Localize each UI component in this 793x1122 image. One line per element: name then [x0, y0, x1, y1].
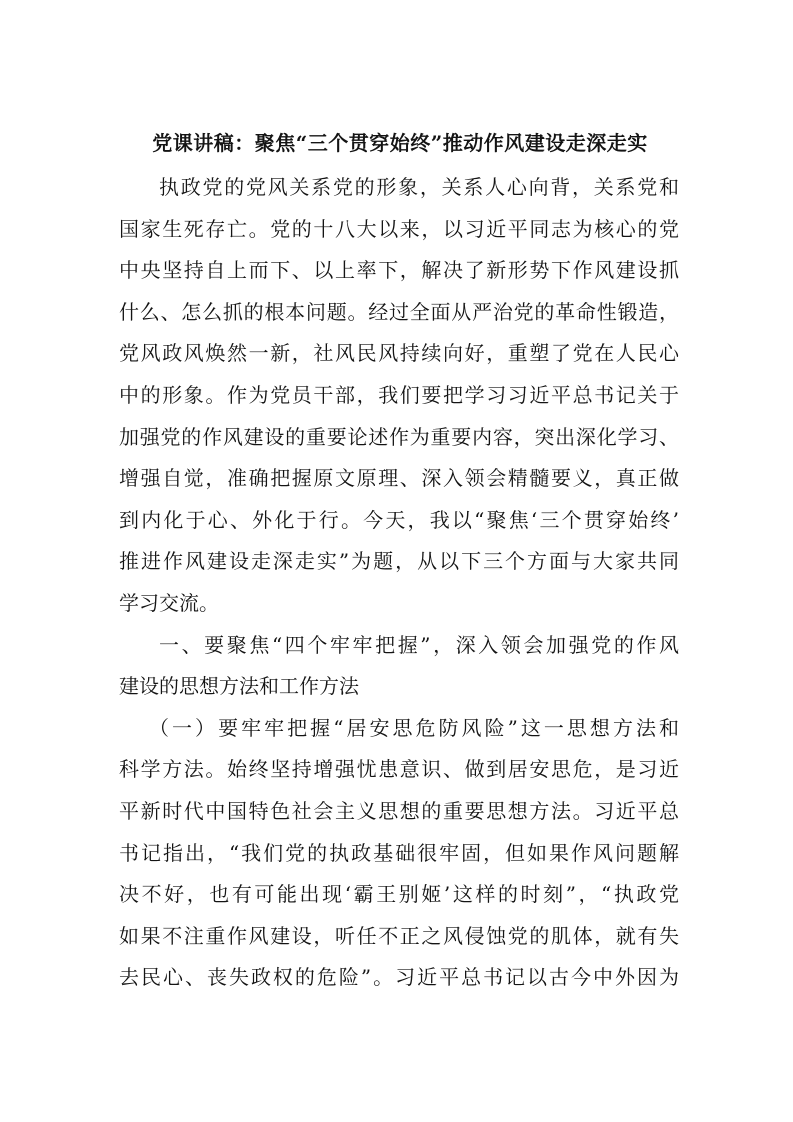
paragraph-line: 中的形象。作为党员干部，我们要把学习习近平总书记关于	[119, 382, 679, 407]
paragraph-line: 执政党的党风关系党的形象，关系人心向背，关系党和	[159, 175, 679, 199]
paragraph-line: 什么、怎么抓的根本问题。经过全面从严治党的革命性锻造，	[119, 299, 679, 324]
paragraph-line: 决不好，也有可能出现‘霸王别姬’这样的时刻”，“执政党	[119, 882, 679, 907]
paragraph-line: 到内化于心、外化于行。今天，我以“聚焦‘三个贯穿始终’	[119, 507, 679, 532]
document-title: 党课讲稿：聚焦“三个贯穿始终”推动作风建设走深走实	[152, 131, 648, 155]
paragraph-line: 增强自觉，准确把握原文原理、深入领会精髓要义，真正做	[119, 466, 679, 491]
paragraph-line: 党风政风焕然一新，社风民风持续向好，重塑了党在人民心	[119, 341, 679, 366]
paragraph-line: 中央坚持自上而下、以上率下，解决了新形势下作风建设抓	[119, 258, 679, 283]
paragraph-line: 国家生死存亡。党的十八大以来，以习近平同志为核心的党	[119, 216, 679, 241]
paragraph-line: 去民心、丧失政权的危险”。习近平总书记以古今中外因为	[119, 965, 679, 990]
subsection-line: （一）要牢牢把握“居安思危防风险”这一思想方法和	[149, 715, 679, 740]
paragraph-line: 如果不注重作风建设，听任不正之风侵蚀党的肌体，就有失	[119, 923, 679, 948]
document-body	[119, 167, 679, 999]
paragraph-line: 加强党的作风建设的重要论述作为重要内容，突出深化学习、	[119, 424, 679, 449]
paragraph-line: 书记指出，“我们党的执政基础很牢固，但如果作风问题解	[119, 840, 679, 865]
paragraph-line: 推进作风建设走深走实”为题，从以下三个方面与大家共同	[119, 549, 679, 574]
section-heading-line: 一、要聚焦“四个牢牢把握”，深入领会加强党的作风	[159, 632, 679, 657]
paragraph-line: 平新时代中国特色社会主义思想的重要思想方法。习近平总	[119, 798, 679, 823]
section-heading-line: 建设的思想方法和工作方法	[119, 674, 359, 699]
paragraph-line: 学习交流。	[119, 590, 219, 615]
paragraph-line: 科学方法。始终坚持增强忧患意识、做到居安思危，是习近	[119, 757, 679, 782]
